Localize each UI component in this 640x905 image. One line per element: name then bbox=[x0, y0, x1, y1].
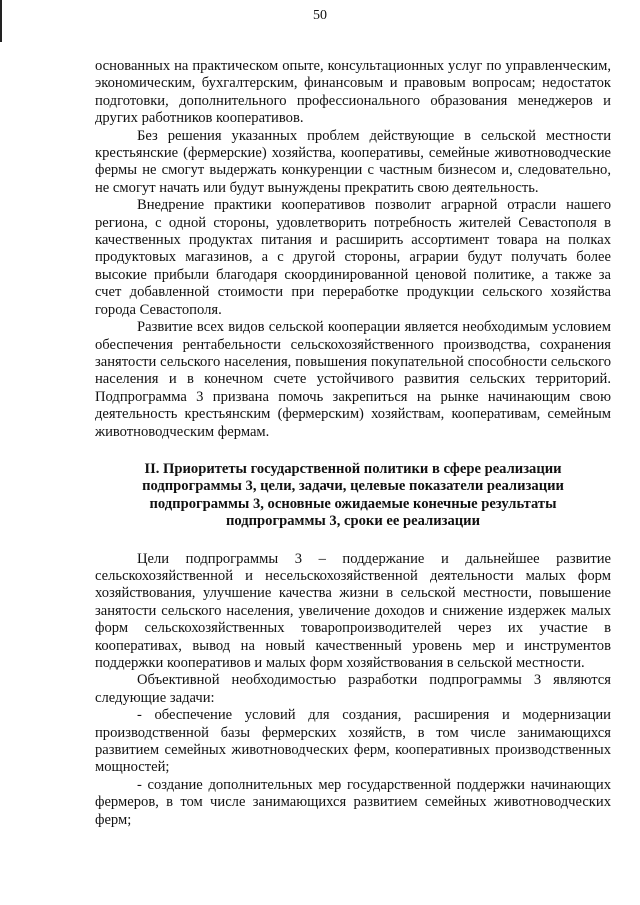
document-body bbox=[95, 58, 611, 829]
task-list-item: - создание дополнительных мер государственной поддержки начинающих фермеров, в том числе занимающихся развитием семейных животноводческих ферм; bbox=[95, 776, 611, 828]
paragraph-continuation: основанных на практическом опыте, консультационных услуг по управленческим, экономическим, бухгалтерским, финансовым и правовым вопросам; недостаток подготовки, дополнительного профессионального образования менеджеров и других работников кооперативов. bbox=[95, 58, 611, 127]
section-heading-line-3: подпрограммы 3, основные ожидаемые конечные результаты bbox=[149, 495, 557, 512]
section-heading-line-2: подпрограммы 3, цели, задачи, целевые показатели реализации bbox=[142, 478, 564, 495]
paragraph-rural-cooperation: Развитие всех видов сельской кооперации является необходимым условием обеспечения рентабельности сельскохозяйственного производства, сохранения занятости сельского населения, повышения покупательной способности сельского населения и в конечном счете устойчивого развития сельских территорий. Подпрограмма 3 призвана помочь закрепиться на рынке начинающим свою деятельность крестьянским (фермерским) хозяйствам, кооперативам, семейным животноводческим фермам. bbox=[95, 319, 611, 440]
section-heading-line-4: подпрограммы 3, сроки ее реализации bbox=[225, 513, 480, 530]
paragraph-cooperatives-practice: Внедрение практики кооперативов позволит аграрной отрасли нашего региона, с одной стороны, удовлетворить потребность жителей Севастополя в качественных продуктах питания и расширить ассортимент товара на полках продуктовых магазинов, а с другой стороны, аграрии будут получать более высокие прибыли благодаря скоординированной ценовой политике, а также за счет добавленной стоимости при переработке продукции сельского хозяйства города Севастополя. bbox=[95, 197, 611, 318]
paragraph-tasks-intro: Объективной необходимостью разработки подпрограммы 3 являются следующие задачи: bbox=[95, 672, 611, 706]
section-heading bbox=[95, 441, 611, 551]
task-list-item: - обеспечение условий для создания, расширения и модернизации производственной базы фермерских хозяйств, в том числе занимающихся развитием семейных животноводческих ферм, кооперативных производственных мощностей; bbox=[95, 707, 611, 776]
page-number: 50 bbox=[313, 8, 327, 23]
paragraph-problems: Без решения указанных проблем действующие в сельской местности крестьянские (фермерские) хозяйства, кооперативы, семейные животноводческие фермы не смогут выдержать конкуренции с частным бизнесом и, следовательно, не смогут начать или будут вынуждены прекратить свою деятельность. bbox=[95, 127, 611, 196]
paragraph-goals: Цели подпрограммы 3 – поддержание и дальнейшее развитие сельскохозяйственной и несельскохозяйственной деятельности малых форм хозяйствования, улучшение качества жизни в сельской местности, повышение занятости сельского населения, увеличение доходов и снижение издержек малых форм сельскохозяйственных товаропроизводителей через их участие в кооперативах, вывод на новый качественный уровень мер и инструментов поддержки кооперативов и малых форм хозяйствования в сельской местности. bbox=[95, 550, 611, 671]
section-heading-line-1: II. Приоритеты государственной политики в сфере реализации bbox=[144, 460, 562, 477]
